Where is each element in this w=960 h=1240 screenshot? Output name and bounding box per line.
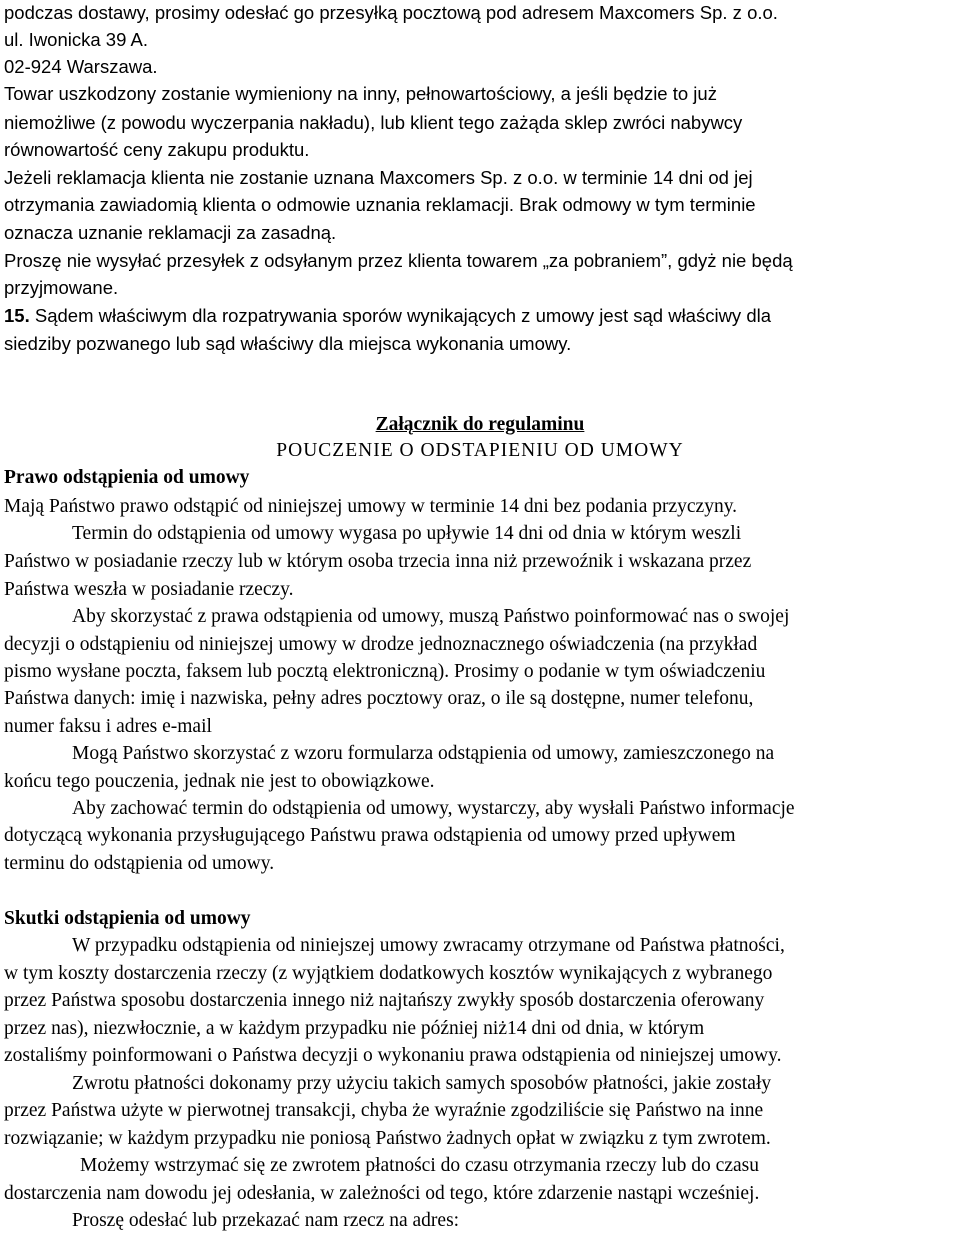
text-line: dostarczenia nam dowodu jej odesłania, w zależności od tego, które zdarzenie nastąpi wcześniej.	[4, 1183, 760, 1204]
text-line: Zwrotu płatności dokonamy przy użyciu takich samych sposobów płatności, jakie zostały	[72, 1073, 772, 1094]
text-line: pismo wysłane poczta, faksem lub pocztą elektroniczną). Prosimy o podanie w tym oświadczeniu	[4, 661, 766, 682]
text-line: ul. Iwonicka 39 A.	[4, 29, 148, 50]
text-line: Mają Państwo prawo odstąpić od niniejszej umowy w terminie 14 dni bez podania przyczyny.	[4, 496, 738, 517]
text-line: decyzji o odstąpieniu od niniejszej umowy w drodze jednoznacznego oświadczenia (na przykład	[4, 634, 758, 655]
text-line: przyjmowane.	[4, 277, 119, 298]
text-span: Sądem właściwym dla rozpatrywania sporów wynikających z umowy jest sąd właściwy dla	[29, 305, 772, 326]
text-line: Państwa danych: imię i nazwiska, pełny adres pocztowy oraz, o ile są dostępne, numer telefonu,	[4, 688, 754, 709]
text-line: niemożliwe (z powodu wyczerpania nakładu), lub klient tego zażąda sklep zwróci nabywcy	[4, 112, 743, 133]
text-line: rozwiązanie; w każdym przypadku nie poniosą Państwo żadnych opłat w związku z tym zwrotem.	[4, 1128, 771, 1149]
text-line: Możemy wstrzymać się ze zwrotem płatności do czasu otrzymania rzeczy lub do czasu	[80, 1155, 759, 1176]
text-line: przez Państwa użyte w pierwotnej transakcji, chyba że wyraźnie zgodziliście się Państwo na inne	[4, 1100, 764, 1121]
text-line	[4, 303, 771, 329]
text-line: Jeżeli reklamacja klienta nie zostanie uznana Maxcomers Sp. z o.o. w terminie 14 dni od jej	[4, 167, 753, 188]
section-heading: Prawo odstąpienia od umowy	[4, 467, 250, 488]
text-line: przez Państwa sposobu dostarczenia innego niż najtańszy zwykły sposób dostarczenia oferowany	[4, 990, 765, 1011]
text-line: 02-924 Warszawa.	[4, 56, 158, 77]
text-line: przez nas), niezwłocznie, a w każdym przypadku nie później niż14 dni od dnia, w którym	[4, 1018, 705, 1039]
text-line: Mogą Państwo skorzystać z wzoru formularza odstąpienia od umowy, zamieszczonego na	[72, 743, 775, 764]
text-line: siedziby pozwanego lub sąd właściwy dla miejsca wykonania umowy.	[4, 333, 572, 354]
text-line: Aby zachować termin do odstąpienia od umowy, wystarczy, aby wysłali Państwo informacje	[72, 798, 795, 819]
text-line: otrzymania zawiadomią klienta o odmowie uznania reklamacji. Brak odmowy w tym terminie	[4, 194, 756, 215]
text-line: Państwo w posiadanie rzeczy lub w którym osoba trzecia inna niż przewoźnik i wskazana przez	[4, 551, 752, 572]
text-line: dotyczącą wykonania przysługującego Państwu prawa odstąpienia od umowy przed upływem	[4, 825, 736, 846]
text-line: oznacza uznanie reklamacji za zasadną.	[4, 222, 337, 243]
section-heading: Skutki odstąpienia od umowy	[4, 908, 251, 929]
text-line: Towar uszkodzony zostanie wymieniony na inny, pełnowartościowy, a jeśli będzie to już	[4, 83, 717, 104]
section-number: 15.	[4, 305, 30, 326]
text-line: Proszę nie wysyłać przesyłek z odsyłanym przez klienta towarem „za pobraniem”, gdyż nie będą	[4, 250, 793, 271]
text-line: Aby skorzystać z prawa odstąpienia od umowy, muszą Państwo poinformować nas o swojej	[72, 606, 790, 627]
annex-subtitle: POUCZENIE O ODSTAPIENIU OD UMOWY	[276, 440, 684, 461]
text-line: zostaliśmy poinformowani o Państwa decyzji o wykonaniu prawa odstąpienia od niniejszej umowy.	[4, 1045, 782, 1066]
text-line: podczas dostawy, prosimy odesłać go przesyłką pocztową pod adresem Maxcomers Sp. z o.o.	[4, 2, 778, 23]
text-line: terminu do odstąpienia od umowy.	[4, 853, 275, 874]
text-line: Proszę odesłać lub przekazać nam rzecz na adres:	[72, 1210, 460, 1231]
text-line: numer faksu i adres e-mail	[4, 716, 212, 737]
text-line: równowartość ceny zakupu produktu.	[4, 139, 310, 160]
text-line: w tym koszty dostarczenia rzeczy (z wyjątkiem dodatkowych kosztów wynikających z wybranego	[4, 963, 773, 984]
text-line: Termin do odstąpienia od umowy wygasa po upływie 14 dni od dnia w którym weszli	[72, 523, 742, 544]
text-line: Państwa weszła w posiadanie rzeczy.	[4, 579, 294, 600]
text-line: końcu tego pouczenia, jednak nie jest to obowiązkowe.	[4, 771, 435, 792]
text-line: W przypadku odstąpienia od niniejszej umowy zwracamy otrzymane od Państwa płatności,	[72, 935, 785, 956]
annex-title: Załącznik do regulaminu	[375, 414, 585, 435]
